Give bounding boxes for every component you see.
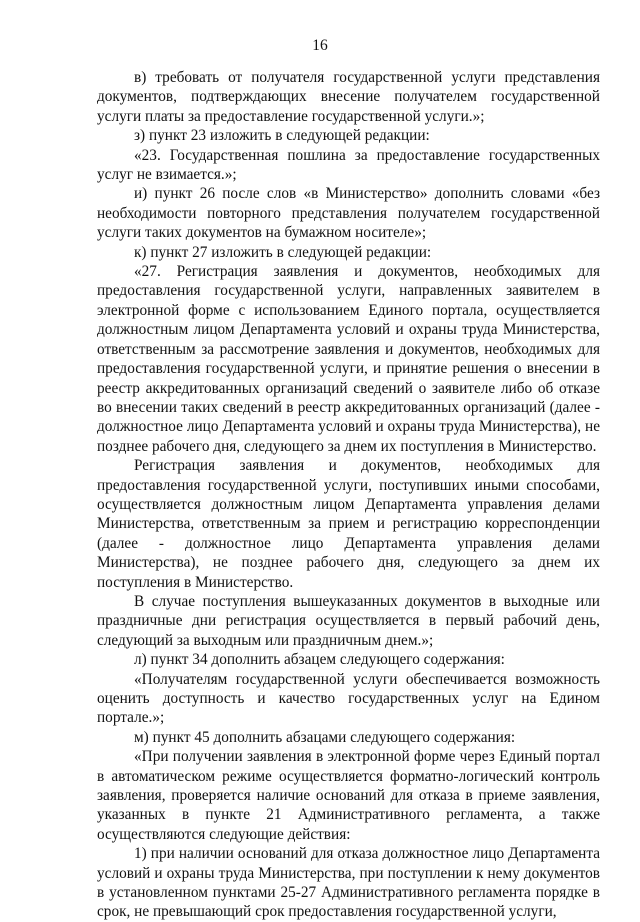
- paragraph-i: и) пункт 26 после слов «в Министерство» дополнить словами «без необходимости повторного представления получателем государственной услуги таких документов на бумажном носителе»;: [97, 185, 600, 242]
- paragraph-registration: Регистрация заявления и документов, необходимых для предоставления государственной услуги, поступивших иными способами, осуществляется должностным лицом Департамента управления делами Министерства, ответственным за прием и регистрацию корреспонденции (далее - должностное лицо Департамента управления делами Министерства), не позднее рабочего дня, следующего за днем их поступления в Министерство.: [97, 457, 600, 591]
- paragraph-k: к) пункт 27 изложить в следующей редакции:: [134, 243, 432, 261]
- paragraph-m: м) пункт 45 дополнить абзацами следующего содержания:: [134, 728, 516, 746]
- paragraph-v: в) требовать от получателя государственной услуги представления документов, подтверждающих внесение получателем государственной услуги платы за предоставление государственной услуги.»;: [97, 69, 600, 125]
- paragraph-34-text: «Получателям государственной услуги обеспечивается возможность оценить доступность и качество государственных услуг на Едином портале.»;: [97, 670, 600, 727]
- paragraph-27-text: «27. Регистрация заявления и документов, необходимых для предоставления государственной услуги, направленных заявителем в электронной форме с использованием Единого портала, осуществляется должностным лицом Департамента условий и охраны труда Министерства, ответственным за рассмотрение заявления и документов, необходимых для предоставления государственной услуги, и принятие решения о внесении в реестр аккредитованных организаций сведений о заявителе либо об отказе во внесении таких сведений в реестр аккредитованных организаций (далее - должностное лицо Департамента условий и охраны труда Министерства), не позднее рабочего дня, следующего за днем их поступления в Министерство.: [97, 263, 600, 455]
- page-number: 16: [312, 37, 328, 54]
- paragraph-23-text: «23. Государственная пошлина за предоставление государственных услуг не взимается.»;: [97, 146, 600, 184]
- document-body: [97, 68, 600, 922]
- paragraph-l: л) пункт 34 дополнить абзацем следующего содержания:: [134, 651, 505, 669]
- paragraph-45-text: «При получении заявления в электронной форме через Единый портал в автоматическом режиме осуществляется форматно-логический контроль заявления, проверяется наличие оснований для отказа в приеме заявления, указанных в пункте 21 Административного регламента, а также осуществляются следующие действия:: [97, 748, 600, 843]
- paragraph-item-1: 1) при наличии оснований для отказа должностное лицо Департамента условий и охраны труда Министерства, при поступлении к нему документов в установленном пунктами 25-27 Административного регламента порядке в срок, не превышающий срок предоставления государственной услуги,: [97, 845, 600, 921]
- paragraph-z: з) пункт 23 изложить в следующей редакции:: [134, 127, 430, 145]
- paragraph-holidays: В случае поступления вышеуказанных документов в выходные или праздничные дни регистрация осуществляется в первый рабочий день, следующий за выходным или праздничным днем.»;: [97, 592, 600, 649]
